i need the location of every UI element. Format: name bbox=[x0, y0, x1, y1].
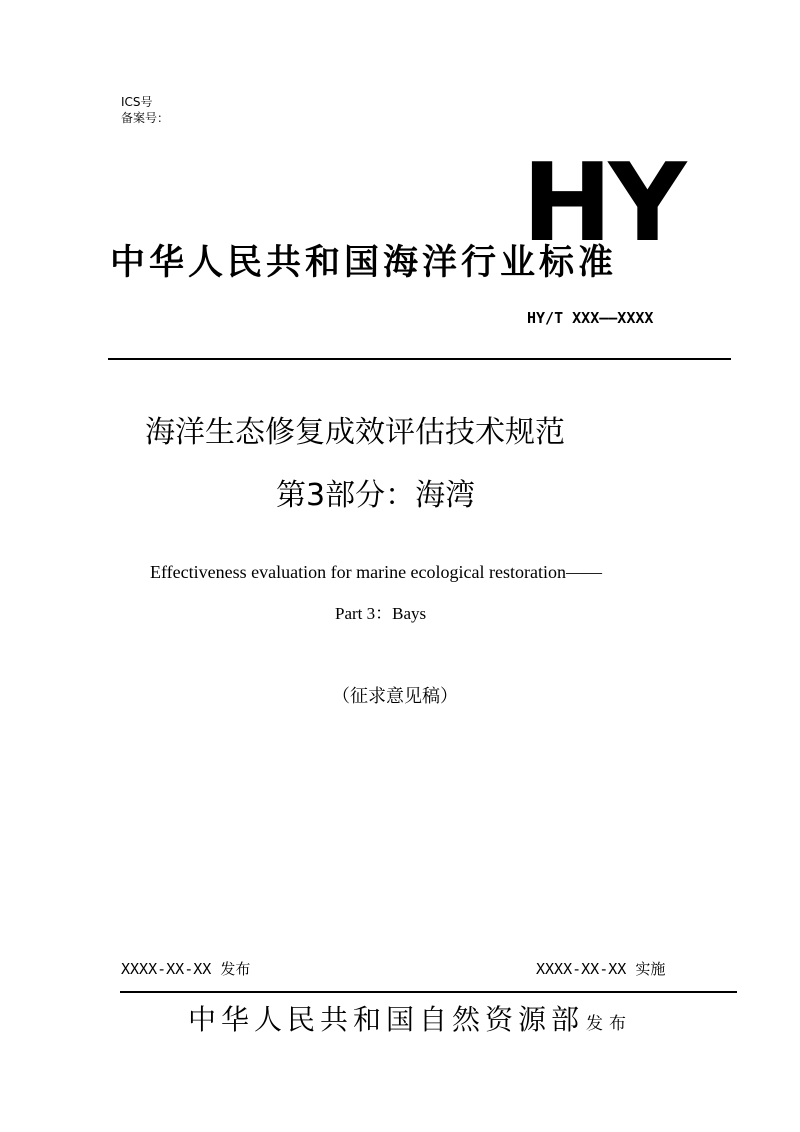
document-title-cn: 海洋生态修复成效评估技术规范 bbox=[145, 415, 565, 450]
release-date: XXXX-XX-XX 发布 bbox=[121, 960, 251, 978]
draft-status: （征求意见稿） bbox=[332, 686, 458, 707]
issuer-suffix: 发布 bbox=[586, 1014, 633, 1034]
document-subtitle-en: Part 3：Bays bbox=[335, 604, 427, 623]
bottom-divider bbox=[120, 991, 737, 993]
top-divider bbox=[108, 358, 731, 360]
hy-logo: HY bbox=[522, 141, 683, 266]
standard-number: HY/T XXX——XXXX bbox=[527, 309, 654, 327]
standard-category-heading: 中华人民共和国海洋行业标准 bbox=[110, 243, 618, 283]
document-title-en: Effectiveness evaluation for marine ecological restoration—— bbox=[150, 562, 602, 582]
issuer-name: 中华人民共和国自然资源部 bbox=[188, 1003, 585, 1036]
record-number-label: 备案号： bbox=[121, 111, 170, 125]
ics-number-label: ICS号 bbox=[121, 95, 153, 109]
issuer-line bbox=[188, 1002, 688, 1042]
effective-date: XXXX-XX-XX 实施 bbox=[536, 960, 666, 978]
document-subtitle-cn: 第3部分：海湾 bbox=[276, 478, 476, 513]
